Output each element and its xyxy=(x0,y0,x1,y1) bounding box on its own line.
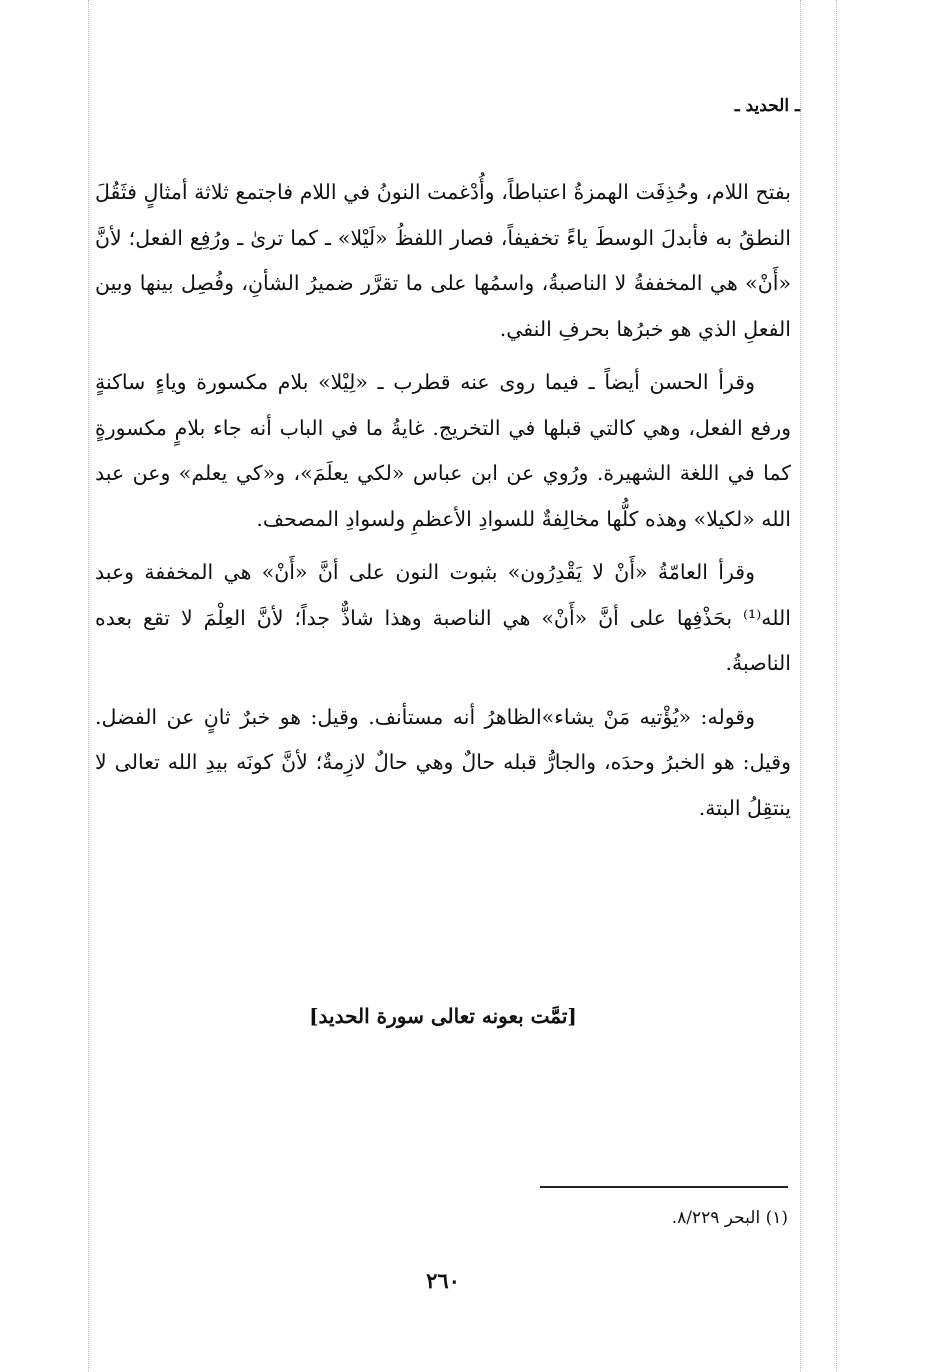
page-number: ٢٦٠ xyxy=(426,1268,460,1293)
paragraph-2: وقرأ الحسن أيضاً ـ فيما روى عنه قطرب ـ «لِيْلا» بلام مكسورة وياءٍ ساكنةٍ ورفع الفعل، وهي كالتي قبلها في التخريج. غايةُ ما في الباب أنه جاء بلامٍ مكسورةٍ كما في اللغة الشهيرة. ورُوي عن ابن عباس «لكي يعلَمَ»، و«كي يعلم» وعن عبد الله «لكيلا» وهذه كلُّها مخالِفةٌ للسوادِ الأعظمِ ولسوادِ المصحف. xyxy=(95,370,791,531)
page-frame-line-left xyxy=(88,0,89,1372)
footnote: (١) البحر ٨/٢٢٩. xyxy=(671,1208,788,1228)
running-header: ـ الحديد ـ xyxy=(734,96,800,116)
footnote-separator xyxy=(540,1186,788,1188)
paragraph-4: وقوله: «يُؤْتيه مَنْ يشاء»الظاهرُ أنه مستأنف. وقيل: هو خبرٌ ثانٍ عن الفضل. وقيل: هو الخبرُ وحدَه، والجارُّ قبله حالٌ وهي حالٌ لازِمةٌ؛ لأنَّ كونَه بيدِ الله تعالى لا ينتقِلُ البتة. xyxy=(95,704,791,820)
surah-closing-note: [تمَّت بعونه تعالى سورة الحديد] xyxy=(309,1004,577,1028)
main-text xyxy=(95,170,791,839)
paragraph-1: بفتح اللام، وحُذِفَت الهمزةُ اعتباطاً، وأُدْغمت النونُ في اللام فاجتمع ثلاثة أمثالٍ فثَقُلَ النطقُ به فأبدلَ الوسطَ ياءً تخفيفاً، فصار اللفظُ «لَيْلا» ـ كما ترىٰ ـ ورُفِع الفعل؛ لأنَّ «أَنْ» هي المخففةُ لا الناصبةُ، واسمُها على ما تقرَّر ضميرُ الشأنِ، وفُصِل بينها وبين الفعلِ الذي هو خبرُها بحرفِ النفي. xyxy=(95,180,791,341)
page-frame-line-right-outer xyxy=(836,0,837,1372)
paragraph-3: وقرأ العامّةُ «أَنْ لا يَقْدِرُون» بثبوت النون على أنَّ «أَنْ» هي المخففة وعبد الله⁽¹⁾ بحَذْفِها على أنَّ «أَنْ» هي الناصبة وهذا شاذٌّ جداً؛ لأنَّ العِلْمَ لا تقع بعده الناصبةُ. xyxy=(95,560,791,675)
page-frame-line-right-inner xyxy=(800,0,801,1372)
